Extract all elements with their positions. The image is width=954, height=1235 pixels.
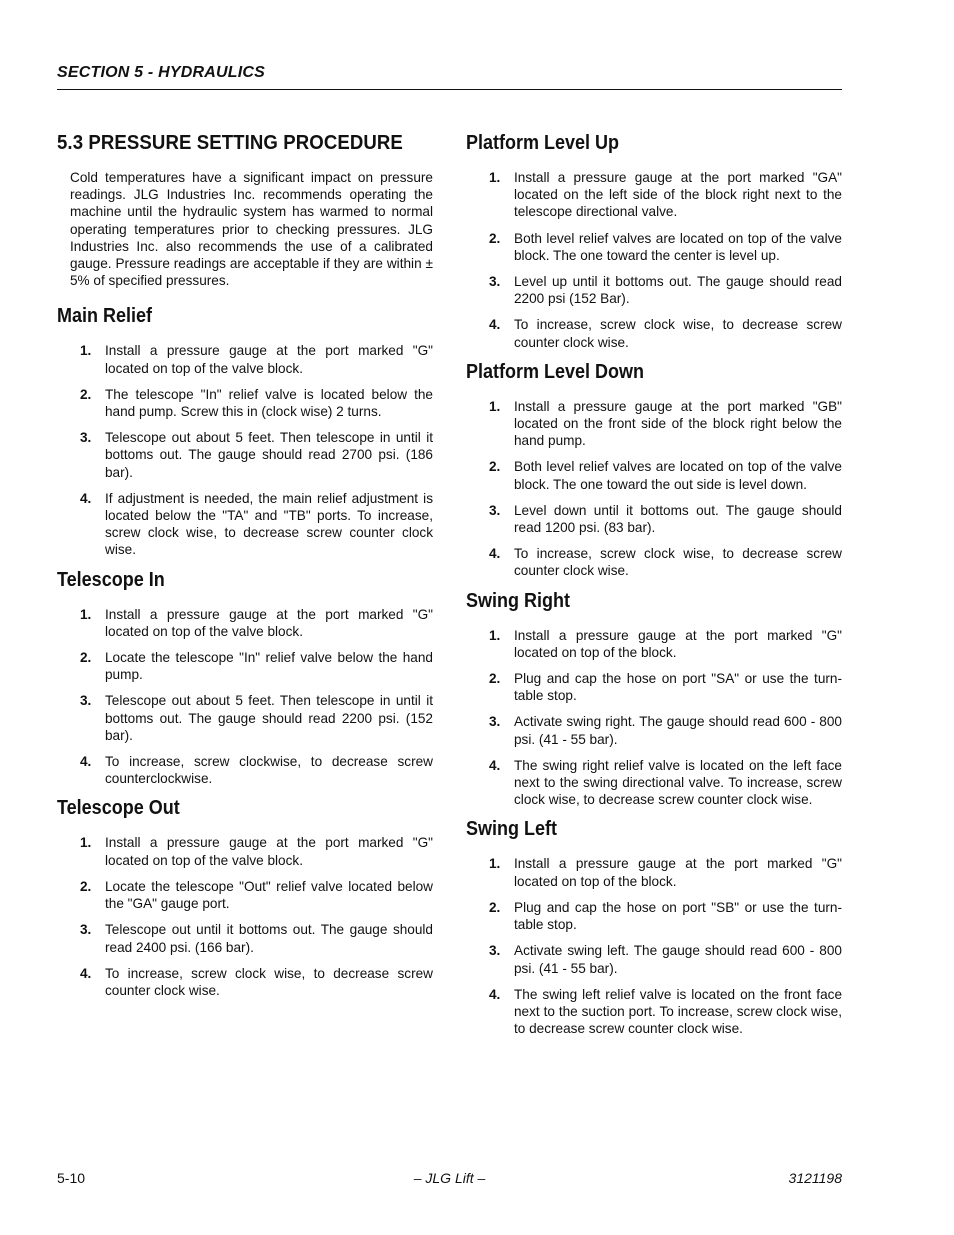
step-text: The telescope "In" relief valve is located below the hand pump. Screw this in (clock wise) 2 turns. <box>105 386 433 420</box>
steps-list <box>57 342 433 558</box>
step-text: Both level relief valves are located on top of the valve block. The one toward the center is level up. <box>514 230 842 263</box>
step-text: To increase, screw clock wise, to decrease screw counter clock wise. <box>514 546 842 579</box>
step-text: To increase, screw clockwise, to decrease screw counterclockwise. <box>105 754 433 787</box>
step-number: 1. <box>489 170 501 185</box>
step-item <box>57 342 433 376</box>
step-text: Locate the telescope "Out" relief valve located below the "GA" gauge port. <box>105 878 433 912</box>
steps-list <box>57 606 433 788</box>
step-number: 4. <box>489 757 501 773</box>
step-item <box>466 757 842 809</box>
step-number: 4. <box>80 754 92 770</box>
step-number: 2. <box>489 459 501 475</box>
step-item <box>466 273 842 307</box>
intro-paragraph: Cold temperatures have a significant impact on pressure readings. JLG Industries Inc. recommends operating the machine until the hydraulic system has warmed to normal operating temperatures prior to checking pressures. JLG Industries Inc. also recommends the use of a calibrated gauge. Pressure readings are acceptable if they are within ± 5% of specified pressures. <box>70 170 433 289</box>
section-platform-level-down <box>466 361 842 580</box>
step-number: 2. <box>80 386 92 402</box>
section-main-relief <box>57 305 433 558</box>
step-text: Telescope out until it bottoms out. The gauge should read 2400 psi. (166 bar). <box>105 922 433 955</box>
page-header <box>57 64 842 82</box>
step-item <box>57 834 433 868</box>
step-text: The swing left relief valve is located on the front face next to the suction port. To increase, screw clock wise, to decrease screw counter clock wise. <box>514 986 842 1037</box>
step-item <box>466 899 842 933</box>
step-item <box>466 169 842 221</box>
step-text: If adjustment is needed, the main relief adjustment is located below the "TA" and "TB" ports. To increase, screw clock wise, to decrease screw counter clock wise. <box>105 490 433 558</box>
step-text: Both level relief valves are located on top of the valve block. The one toward the out side is level down. <box>514 459 842 492</box>
left-sections <box>57 305 433 999</box>
steps-list <box>57 834 433 999</box>
step-item <box>57 878 433 912</box>
steps-list <box>466 627 842 809</box>
step-text: Install a pressure gauge at the port marked "G" located on top of the valve block. <box>105 835 433 868</box>
step-text: Install a pressure gauge at the port marked "G" located on top of the block. <box>514 627 842 660</box>
section-telescope-in <box>57 569 433 788</box>
step-item <box>466 986 842 1038</box>
step-text: Install a pressure gauge at the port marked "G" located on top of the valve block. <box>105 606 433 639</box>
step-number: 4. <box>489 986 501 1002</box>
step-text: Install a pressure gauge at the port marked "G" located on top of the valve block. <box>105 343 433 376</box>
step-item <box>466 502 842 536</box>
step-text: Locate the telescope "In" relief valve below the hand pump. <box>105 650 433 683</box>
section-swing-right <box>466 590 842 809</box>
step-number: 1. <box>80 343 92 359</box>
step-item <box>57 753 433 787</box>
step-text: Level up until it bottoms out. The gauge should read 2200 psi (152 Bar). <box>514 274 842 307</box>
section-heading: Swing Right <box>466 589 570 612</box>
section-telescope-out <box>57 797 433 999</box>
step-text: Plug and cap the hose on port "SA" or use the turn-table stop. <box>514 671 842 704</box>
step-number: 2. <box>489 671 501 687</box>
step-number: 2. <box>80 878 92 894</box>
right-column <box>466 132 842 1047</box>
steps-list <box>466 169 842 351</box>
steps-list <box>466 398 842 580</box>
step-number: 3. <box>489 502 501 518</box>
step-number: 1. <box>489 856 501 872</box>
step-number: 4. <box>80 965 92 981</box>
step-number: 4. <box>489 317 501 333</box>
step-item <box>466 458 842 492</box>
step-text: The swing right relief valve is located on the left face next to the swing directional valve. To increase, screw clock wise, to decrease screw counter clock wise. <box>514 757 842 808</box>
step-number: 3. <box>489 714 501 730</box>
left-column <box>57 132 433 1009</box>
page-number: 5-10 <box>57 1170 86 1186</box>
step-item <box>466 627 842 661</box>
step-number: 3. <box>489 943 501 959</box>
step-item <box>466 942 842 976</box>
section-platform-level-up <box>466 132 842 351</box>
step-item <box>466 855 842 889</box>
step-number: 1. <box>489 627 501 643</box>
section-heading: Swing Left <box>466 818 557 841</box>
section-swing-left <box>466 818 842 1037</box>
step-text: Activate swing left. The gauge should read 600 - 800 psi. (41 - 55 bar). <box>514 943 842 976</box>
step-number: 1. <box>80 606 92 622</box>
step-text: Level down until it bottoms out. The gauge should read 1200 psi. (83 bar). <box>514 502 842 536</box>
step-item <box>57 490 433 559</box>
step-item <box>466 670 842 704</box>
step-number: 3. <box>80 430 92 446</box>
step-item <box>57 606 433 640</box>
step-number: 2. <box>80 650 92 666</box>
section-heading: Platform Level Down <box>466 360 645 383</box>
step-text: Install a pressure gauge at the port marked "GA" located on the left side of the block right next to the telescope directional valve. <box>514 170 842 220</box>
section-heading: Main Relief <box>57 305 153 328</box>
page-title: 5.3 PRESSURE SETTING PROCEDURE <box>57 132 403 154</box>
step-item <box>466 230 842 264</box>
step-text: Install a pressure gauge at the port marked "GB" located on the front side of the block right below the hand pump. <box>514 398 842 449</box>
right-sections <box>466 132 842 1037</box>
step-item <box>57 429 433 481</box>
step-number: 2. <box>489 230 501 246</box>
step-text: Plug and cap the hose on port "SB" or use the turn-table stop. <box>514 899 842 933</box>
step-number: 1. <box>80 835 92 851</box>
step-item <box>466 316 842 350</box>
doc-number: 3121198 <box>788 1170 842 1186</box>
step-item <box>466 713 842 747</box>
step-number: 3. <box>489 274 501 290</box>
step-item <box>466 398 842 450</box>
step-item <box>57 649 433 683</box>
step-item <box>57 692 433 744</box>
section-label: SECTION 5 - HYDRAULICS <box>57 64 265 81</box>
step-text: To increase, screw clock wise, to decrease screw counter clock wise. <box>514 317 842 350</box>
step-text: Telescope out about 5 feet. Then telescope in until it bottoms out. The gauge should read 2200 psi. (152 bar). <box>105 693 433 743</box>
section-heading: Platform Level Up <box>466 132 620 154</box>
step-text: Telescope out about 5 feet. Then telescope in until it bottoms out. The gauge should read 2700 psi. (186 bar). <box>105 430 433 480</box>
step-number: 4. <box>489 546 501 562</box>
step-number: 2. <box>489 899 501 915</box>
step-text: To increase, screw clock wise, to decrease screw counter clock wise. <box>105 965 433 998</box>
step-text: Activate swing right. The gauge should read 600 - 800 psi. (41 - 55 bar). <box>514 714 842 747</box>
step-number: 3. <box>80 922 92 938</box>
step-text: Install a pressure gauge at the port marked "G" located on top of the block. <box>514 856 842 889</box>
step-item <box>57 965 433 999</box>
step-number: 3. <box>80 693 92 709</box>
step-number: 1. <box>489 398 501 414</box>
step-item <box>57 921 433 955</box>
step-item <box>57 386 433 420</box>
section-heading: Telescope Out <box>57 797 180 820</box>
step-number: 4. <box>80 490 92 506</box>
footer-brand: – JLG Lift – <box>413 1170 486 1186</box>
header-rule <box>57 89 842 90</box>
step-item <box>466 545 842 579</box>
section-heading: Telescope In <box>57 568 165 591</box>
steps-list <box>466 855 842 1037</box>
